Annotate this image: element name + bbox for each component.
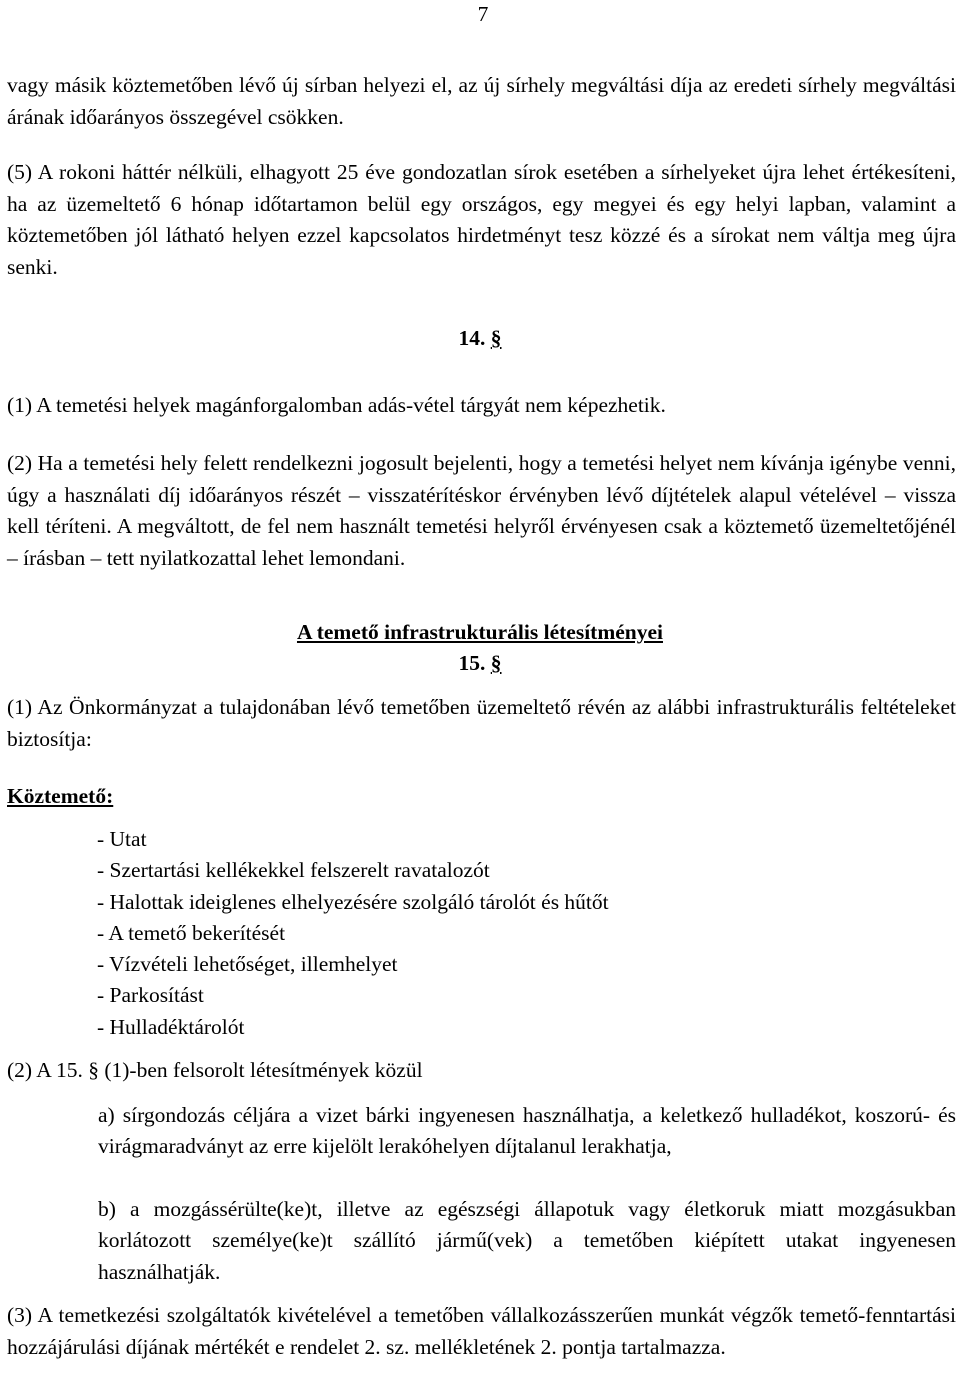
list-item: - Parkosítást (97, 983, 204, 1008)
paragraph-14-1: (1) A temetési helyek magánforgalomban adás-vétel tárgyát nem képezhetik. (7, 393, 666, 417)
list-item: - Utat (97, 827, 147, 851)
paragraph-15-2-intro-a: (2) A 15. (7, 1058, 83, 1082)
paragraph-13-5: (5) A rokoni háttér nélküli, elhagyott 25 éve gondozatlan sírok esetében a sírhelyeket újra lehet értékesíteni, ha az üzemeltető 6 hónap időtartamon belül egy országos, egy megyei és egy helyi lapban, valamint a köztemetőben jól látható helyen ezzel kapcsolatos hirdetményt tesz közzé és a sírokat nem váltja meg újra senki. (7, 160, 956, 279)
facility-list (97, 824, 955, 1043)
paragraph-intro: vagy másik köztemetőben lévő új sírban helyezi el, az új sírhely megváltási díja az eredeti sírhely megváltási árának időarányos összegével csökken. (7, 73, 956, 129)
paragraph-14-2: (2) Ha a temetési hely felett rendelkezni jogosult bejelenti, hogy a temetési helyet nem kívánja igénybe venni, úgy a használati díj időarányos részét – visszatérítéskor érvényben lévő díjtételek alapul vételével – vissza kell téríteni. A megváltott, de fel nem használt temetési helyről érvényesen csak a köztemető üzemeltetőjénél – írásban – tett nyilatkozattal lehet lemondani. (7, 451, 956, 570)
section-sign: § (490, 651, 502, 675)
list-item: - Szertartási kellékekkel felszerelt ravatalozót (97, 858, 490, 883)
list-item: - A temető bekerítését (97, 920, 286, 945)
section-title: A temető infrastrukturális létesítményei (296, 620, 663, 644)
heading-14-number: 14. (458, 326, 486, 350)
item-a: a) sírgondozás céljára a vizet bárki ingyenesen használhatja, a keletkező hulladékot, koszorú- és virágmaradványt az erre kijelölt lerakóhelyen díjtalanul lerakhatja, (98, 1103, 956, 1159)
paragraph-15-2-intro (7, 1055, 956, 1087)
list-item: - Vízvételi lehetőséget, illemhelyet (97, 952, 398, 977)
list-item: - Hulladéktárolót (97, 1014, 245, 1039)
heading-15-number: 15. (458, 651, 486, 675)
paragraph-15-2-intro-b: (1)-ben felsorolt létesítmények közül (104, 1058, 423, 1082)
page-number: 7 (477, 2, 489, 26)
section-sign: § (88, 1058, 99, 1082)
paragraph-15-1: (1) Az Önkormányzat a tulajdonában lévő temetőben üzemeltető révén az alábbi infrastrukturális feltételeket biztosítja: (7, 695, 956, 751)
section-sign: § (490, 326, 502, 350)
heading-14 (0, 323, 960, 354)
item-b: b) a mozgássérülte(ke)t, illetve az egészségi állapotuk vagy életkoruk miatt mozgásukban korlátozott személye(ke)t szállító jármű(vek) a temetőben kiépített utakat ingyenesen használhatják. (98, 1197, 956, 1284)
heading-15 (0, 648, 960, 679)
koztemeto-label: Köztemető: (7, 784, 114, 808)
list-item: - Halottak ideiglenes elhelyezésére szolgáló tárolót és hűtőt (97, 889, 609, 914)
paragraph-15-3: (3) A temetkezési szolgáltatók kivételével a temetőben vállalkozásszerűen munkát végzők temető-fenntartási hozzájárulási díjának mértékét e rendelet 2. sz. mellékletének 2. pontja tartalmazza. (7, 1303, 956, 1359)
